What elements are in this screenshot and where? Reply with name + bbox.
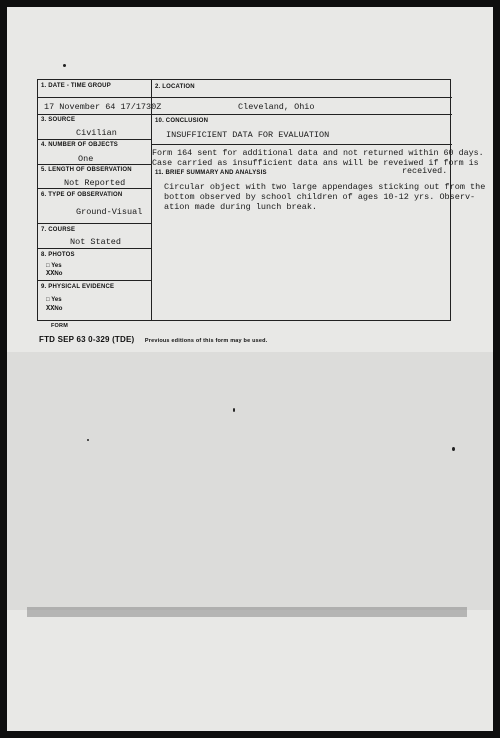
location-label: 2. LOCATION (155, 84, 195, 90)
physical-label: 9. PHYSICAL EVIDENCE (41, 284, 115, 290)
physical-no-mark: XX (46, 305, 55, 313)
row-divider (38, 248, 151, 249)
document-page (7, 7, 493, 731)
scan-speck (452, 447, 455, 451)
photos-no-option (46, 270, 62, 278)
scan-speck (87, 439, 89, 441)
conclusion-note-line2: Case carried as insufficient data ans will be reveiwed if form is (152, 158, 479, 168)
scan-speck (233, 408, 235, 412)
form-notice: Previous editions of this form may be used. (144, 338, 268, 344)
row-divider (38, 139, 151, 140)
conclusion-note-line1: Form 164 sent for additional data and not returned within 60 days. (152, 148, 484, 158)
column-divider (151, 80, 152, 320)
type-label: 6. TYPE OF OBSERVATION (41, 192, 123, 198)
summary-label: 11. BRIEF SUMMARY AND ANALYSIS (155, 170, 267, 176)
photos-yes-text: Yes (51, 263, 62, 269)
date-time-value: 17 November 64 17/1730Z (44, 102, 162, 112)
source-label: 3. SOURCE (41, 117, 76, 123)
summary-line3: ation made during lunch break. (164, 202, 318, 212)
course-label: 7. COURSE (41, 227, 76, 233)
summary-line2: bottom observed by school children of ages 10-12 yrs. Observ- (164, 192, 476, 202)
project-record-card (37, 79, 486, 321)
length-value: Not Reported (64, 178, 126, 188)
row-divider (38, 164, 151, 165)
scan-shadow-band (27, 607, 467, 617)
physical-no-option (46, 305, 62, 313)
physical-yes-option: □ Yes (46, 297, 62, 303)
row-divider (38, 97, 452, 98)
row-divider (38, 223, 151, 224)
physical-no-text: No (54, 306, 63, 312)
conclusion-value: INSUFFICIENT DATA FOR EVALUATION (166, 130, 330, 140)
source-value: Civilian (76, 128, 117, 138)
form-footer (39, 323, 267, 347)
row-divider (38, 280, 151, 281)
course-value: Not Stated (70, 237, 122, 247)
physical-yes-text: Yes (51, 297, 62, 303)
form-word: FORM (51, 323, 68, 329)
photos-no-mark: XX (46, 270, 55, 278)
row-divider (151, 144, 452, 145)
length-label: 5. LENGTH OF OBSERVATION (41, 167, 132, 173)
page-lower-area (7, 352, 493, 610)
photos-label: 8. PHOTOS (41, 252, 75, 258)
photos-yes-option: □ Yes (46, 263, 62, 269)
type-value: Ground-Visual (76, 207, 143, 217)
location-value: Cleveland, Ohio (238, 102, 315, 112)
num-objects-value: One (78, 154, 94, 164)
photos-no-text: No (54, 271, 63, 277)
conclusion-note-line3: received. (402, 166, 448, 176)
summary-line1: Circular object with two large appendages sticking out from the (164, 182, 486, 192)
num-objects-label: 4. NUMBER OF OBJECTS (41, 142, 119, 148)
conclusion-label: 10. CONCLUSION (155, 118, 209, 124)
form-id: FTD SEP 63 0-329 (TDE) (39, 335, 135, 344)
date-time-label: 1. DATE - TIME GROUP (41, 83, 111, 89)
row-divider (38, 188, 151, 189)
scan-speck (63, 64, 66, 67)
row-divider (38, 114, 452, 115)
